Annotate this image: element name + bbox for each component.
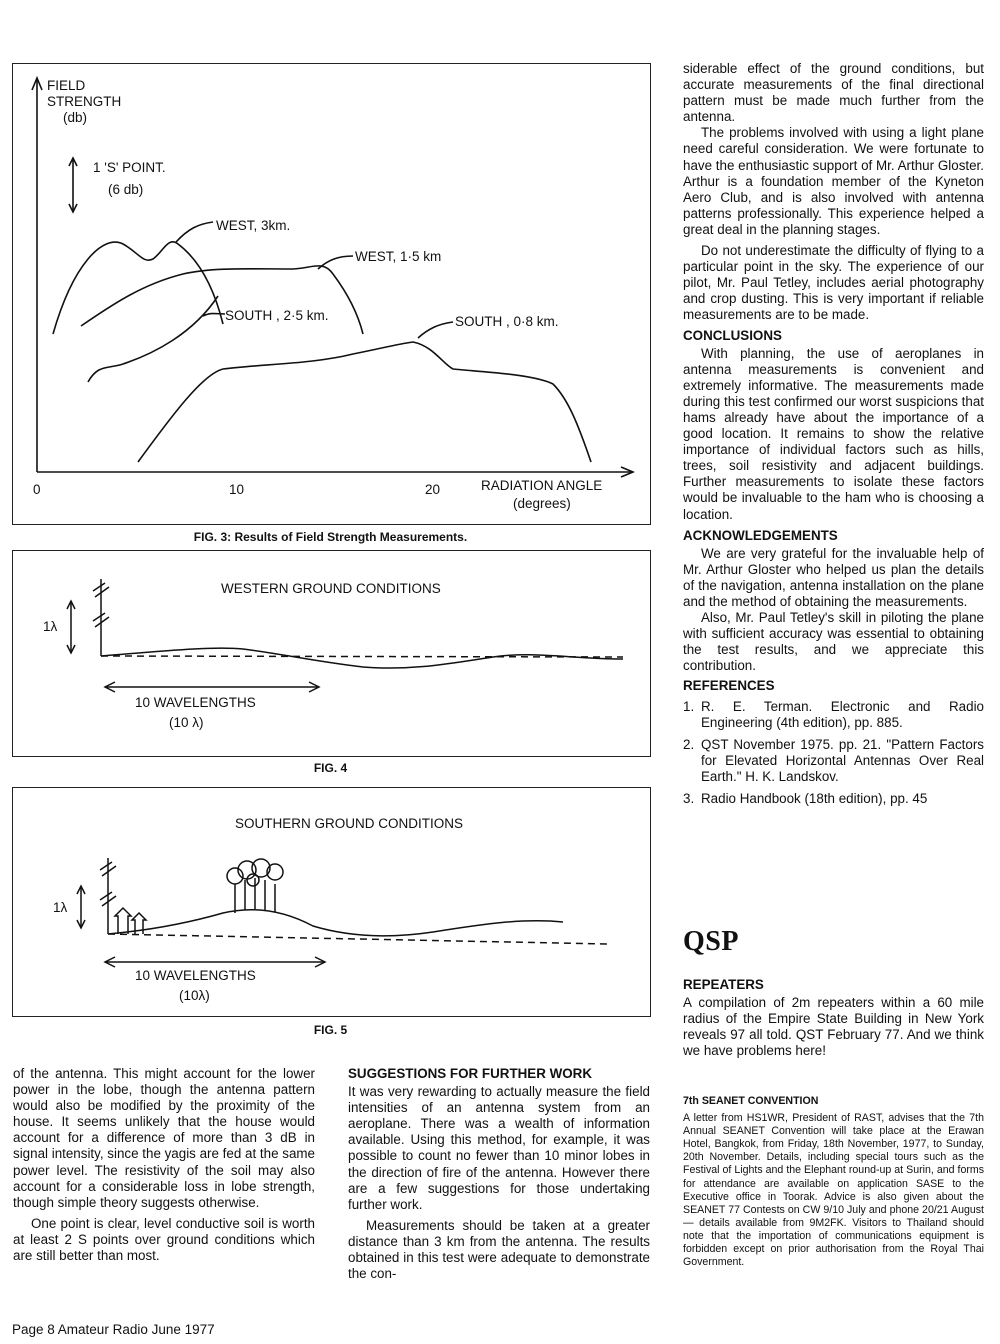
heading-conclusions: CONCLUSIONS [683,327,782,343]
fig4-diagram [13,551,650,756]
fig3-s-point-2: (6 db) [108,182,144,197]
fig3-chart [13,64,650,524]
fig3-x-label-2: (degrees) [513,496,571,511]
middle-column [348,1066,650,1282]
heading-references: REFERENCES [683,678,775,694]
qsp-heading: QSP [683,926,739,957]
left-para-2: One point is clear, level conductive soil is worth at least 2 S points over ground conditions which are still better than most. [13,1215,315,1264]
middle-para-1: It was very rewarding to actually measure the field intensities of an antenna system from an aeroplane. There was a wealth of information available. Using this method, for example, it was possible to count no fewer than 10 minor lobes in the direction of fire of the antenna. However there are a few suggestions for those undertaking further work. [348,1084,650,1212]
fig3-tick-10: 10 [229,482,245,497]
page-footer: Page 8 Amateur Radio June 1977 [12,1322,215,1337]
fig5-dist-1: 10 WAVELENGTHS [135,968,256,983]
middle-para-2: Measurements should be taken at a greater distance than 3 km from the antenna. The results obtained in this test were adequate to demonstrate the con- [348,1217,650,1282]
fig4-dist-2: (10 λ) [169,715,204,730]
fig5-title: SOUTHERN GROUND CONDITIONS [235,816,464,831]
fig4-dist-1: 10 WAVELENGTHS [135,695,256,710]
fig5-dist-2: (10λ) [179,988,210,1003]
fig5-lambda: 1λ [53,900,68,915]
heading-acknowledgements: ACKNOWLEDGEMENTS [683,527,838,543]
fig3-curve-west-15: WEST, 1·5 km [355,249,442,264]
reference-number: 2. [683,736,695,752]
fig3-y-label-2: STRENGTH [47,94,122,109]
reference-text: R. E. Terman. Electronic and Radio Engineering (4th edition), pp. 885. [701,698,984,730]
right-para-4: With planning, the use of aeroplanes in antenna measurements is convenient and extremely informative. The measurements made during this test confirmed our worst suspicions that hams already have about the importance of a good location. It remains to show the relative importance of individual factors such as hills, trees, soil resistivity and adjacent buildings. Further measurements to isolate these factors would be invaluable to the ham who is choosing a location. [683,345,984,522]
fig3-tick-0: 0 [33,482,41,497]
fig4-frame [12,550,651,757]
fig5-diagram [13,788,650,1016]
repeaters-section [683,976,984,1059]
reference-item [683,791,984,807]
fig3-frame [12,63,651,525]
right-para-2: The problems involved with using a light plane need careful consideration. We were fortunate to have the enthusiastic support of Mr. Arthur Gloster. Arthur is a foundation member of the Kyneton Aero Club, and is also involved with antenna patterns professionally. This experience helped a great deal in the planning stages. [683,125,984,237]
fig3-curve-west-3: WEST, 3km. [216,218,291,233]
seanet-section [683,1095,984,1269]
right-para-5: We are very grateful for the invaluable help of Mr. Arthur Gloster who helped us plan the details of the navigation, antenna installation on the plane and the method of obtaining the measurements. [683,545,984,609]
seanet-para: A letter from HS1WR, President of RAST, advises that the 7th Annual SEANET Convention will take place at the Erawan Hotel, Bangkok, from Friday, 18th November, 1977, to Sunday, 20th November. Details, including special tours such as the Festival of Lights and the Elephant round-up at Surin, and forms for attendance are available on application SASE to the Executive office in Toorak. Advice is also given about the SEANET 77 Contests on CW 9/10 July and phone 20/21 August — details available from 9M2FK. Visitors to Thailand should note that the importation of communications equipment is forbidden except on prior authorisation from the Royal Thai Government. [683,1112,984,1269]
heading-repeaters: REPEATERS [683,977,764,992]
fig3-y-label-1: FIELD [47,78,86,93]
fig3-y-label-3: (db) [63,110,88,125]
fig3-curve-south-25: SOUTH , 2·5 km. [225,308,329,323]
fig5-caption: FIG. 5 [313,1023,348,1037]
right-para-6: Also, Mr. Paul Tetley's skill in piloting the plane with sufficient accuracy was essential to obtaining the test results, and we appreciate this contribution. [683,610,984,674]
fig3-x-label-1: RADIATION ANGLE [481,478,603,493]
fig3-tick-20: 20 [425,482,441,497]
reference-number: 3. [683,791,695,807]
reference-text: Radio Handbook (18th edition), pp. 45 [701,791,928,807]
fig3-caption: FIG. 3: Results of Field Strength Measurements. [193,530,468,544]
heading-seanet: 7th SEANET CONVENTION [683,1095,819,1107]
fig4-title: WESTERN GROUND CONDITIONS [221,581,441,596]
fig4-caption: FIG. 4 [313,761,348,775]
right-para-1: siderable effect of the ground conditions, but accurate measurements of the final directional pattern must be made much further from the antenna. [683,61,984,125]
reference-number: 1. [683,698,695,714]
repeaters-para: A compilation of 2m repeaters within a 60 mile radius of the Empire State Building in New York reveals 97 all told. QST February 77. And we think we have problems here! [683,995,984,1059]
reference-item [683,699,984,731]
left-para-1: of the antenna. This might account for the lower power in the lobe, though the antenna pattern would also be modified by the proximity of the house. It seems unlikely that the house would account for a difference of more than 3 dB in signal intensity, since the yagis are fed at the same power level. The resistivity of the soil may also account for a considerable loss in lobe strength, though simple theory suggests otherwise. [13,1066,315,1210]
reference-item [683,737,984,785]
fig3-curve-south-08: SOUTH , 0·8 km. [455,314,559,329]
reference-text: QST November 1975. pp. 21. "Pattern Factors for Elevated Horizontal Antennas Over Real Earth." H. K. Landskov. [701,736,984,784]
fig3-s-point-1: 1 'S' POINT. [93,160,166,175]
fig4-lambda: 1λ [43,619,58,634]
heading-suggestions: SUGGESTIONS FOR FURTHER WORK [348,1066,593,1081]
fig5-frame [12,787,651,1017]
right-para-3: Do not underestimate the difficulty of flying to a particular point in the sky. The experience of our pilot, Mr. Paul Tetley, includes aerial photography and crop dusting. This is very important if reliable measurements are to be made. [683,243,984,323]
references-list [683,699,984,808]
left-column [13,1066,315,1264]
right-column [683,61,984,813]
